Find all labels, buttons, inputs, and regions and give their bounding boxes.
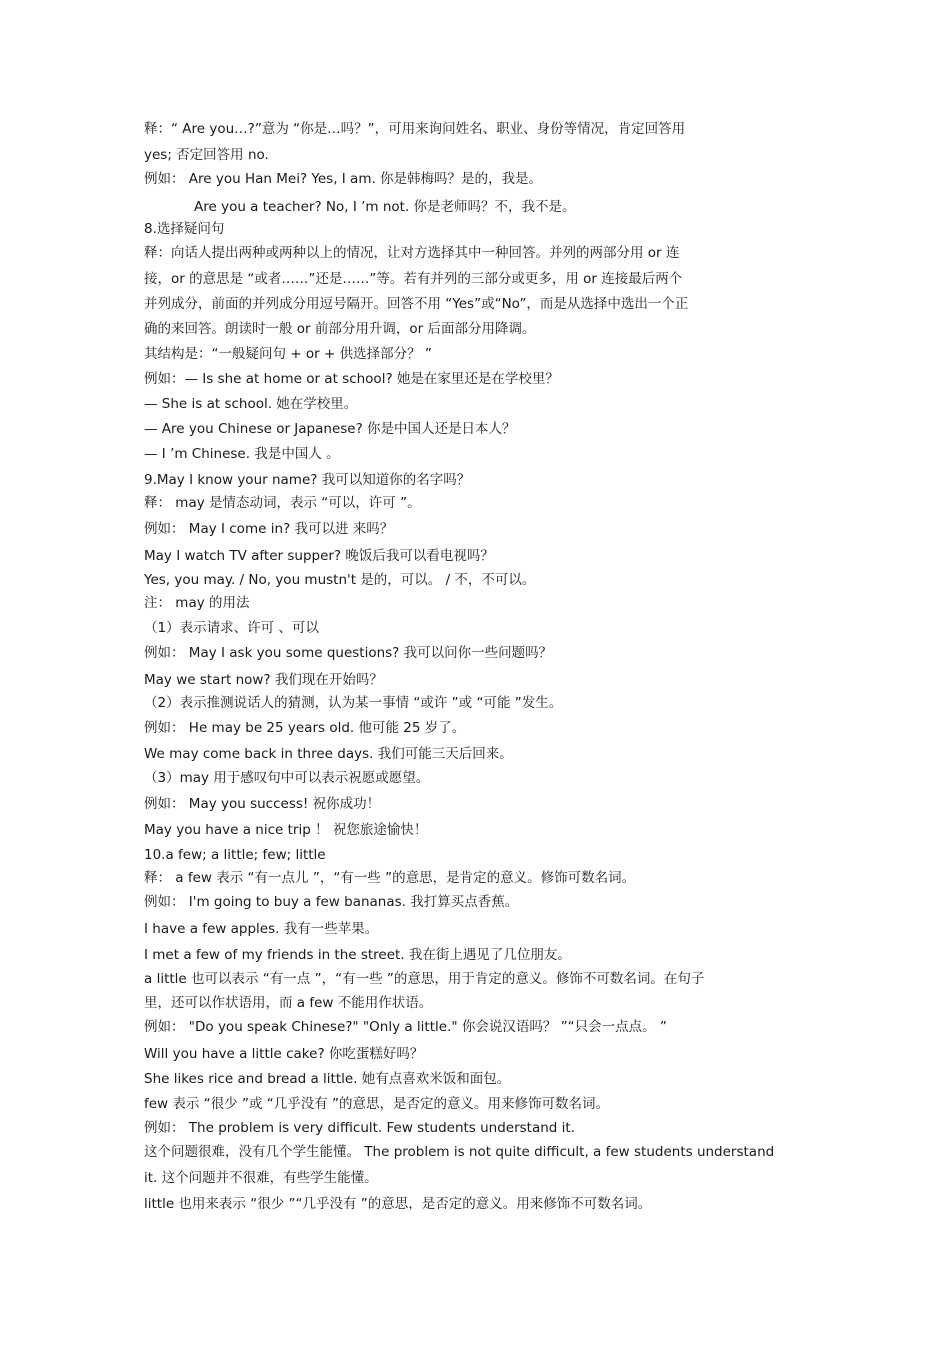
- text-line: 例如： "Do you speak Chinese?" "Only a little." 你会说汉语吗？ ”“只会一点点。 ”: [144, 1019, 667, 1035]
- text-line: She likes rice and bread a little. 她有点喜欢米饭和面包。: [144, 1071, 511, 1087]
- text-line: I have a few apples. 我有一些苹果。: [144, 921, 379, 937]
- section-heading: 8.选择疑问句: [144, 221, 225, 237]
- text-line: May you have a nice trip ！ 祝您旅途愉快！: [144, 822, 428, 838]
- text-line: We may come back in three days. 我们可能三天后回来。: [144, 746, 513, 762]
- text-line: yes; 否定回答用 no.: [144, 147, 269, 163]
- text-line: （3）may 用于感叹句中可以表示祝愿或愿望。: [144, 770, 430, 786]
- text-line: 注： may 的用法: [144, 595, 250, 611]
- text-line: 例如： May I ask you some questions? 我可以问你一些问题吗？: [144, 645, 553, 661]
- text-line: 例如： Are you Han Mei? Yes, I am. 你是韩梅吗？是的，我是。: [144, 171, 543, 187]
- text-line: — Are you Chinese or Japanese? 你是中国人还是日本人？: [144, 421, 516, 437]
- text-line: Will you have a little cake? 你吃蛋糕好吗？: [144, 1046, 424, 1062]
- section-heading: 10.a few; a little; few; little: [144, 847, 326, 863]
- text-line: 并列成分，前面的并列成分用逗号隔开。回答不用 “Yes”或“No”，而是从选择中选出一个正: [144, 296, 689, 312]
- text-line: few 表示 “很少 ”或 “几乎没有 ”的意思，是否定的意义。用来修饰可数名词。: [144, 1096, 610, 1112]
- text-line: （2）表示推测说话人的猜测，认为某一事情 “或许 ”或 “可能 ”发生。: [144, 695, 563, 711]
- text-line: May we start now? 我们现在开始吗？: [144, 672, 383, 688]
- text-line: 例如： The problem is very difficult. Few students understand it.: [144, 1120, 576, 1136]
- section-heading: 9.May I know your name? 我可以知道你的名字吗？: [144, 472, 471, 488]
- text-line: a little 也可以表示 “有一点 ”，“有一些 ”的意思，用于肯定的意义。修饰不可数名词。在句子: [144, 971, 705, 987]
- text-line: — She is at school. 她在学校里。: [144, 396, 358, 412]
- text-line: 释： a few 表示 “有一点儿 ”，“有一些 ”的意思，是肯定的意义。修饰可数名词。: [144, 870, 636, 886]
- text-line: 确的来回答。朗读时一般 or 前部分用升调，or 后面部分用降调。: [144, 321, 536, 337]
- text-line: little 也用来表示 “很少 ”“几乎没有 ”的意思，是否定的意义。用来修饰不可数名词。: [144, 1196, 652, 1212]
- text-line: （1）表示请求、许可 、可以: [144, 620, 319, 636]
- text-line: I met a few of my friends in the street. 我在街上遇见了几位朋友。: [144, 947, 571, 963]
- text-line: it. 这个问题并不很难，有些学生能懂。: [144, 1170, 378, 1186]
- text-line: 例如： May I come in? 我可以进 来吗？: [144, 521, 394, 537]
- text-line: 例如：— Is she at home or at school? 她是在家里还是在学校里？: [144, 371, 559, 387]
- text-line: 例如： May you success! 祝你成功！: [144, 796, 381, 812]
- text-line: 释：向话人提出两种或两种以上的情况，让对方选择其中一种回答。并列的两部分用 or 连: [144, 245, 680, 261]
- text-line: 释： may 是情态动词，表示 “可以，许可 ”。: [144, 495, 421, 511]
- text-line: 例如： He may be 25 years old. 他可能 25 岁了。: [144, 720, 466, 736]
- text-line: 例如： I'm going to buy a few bananas. 我打算买点香蕉。: [144, 894, 519, 910]
- text-line: May I watch TV after supper? 晚饭后我可以看电视吗？: [144, 548, 494, 564]
- text-line: 里，还可以作状语用，而 a few 不能用作状语。: [144, 995, 433, 1011]
- text-line: 这个问题很难，没有几个学生能懂。 The problem is not quite difficult, a few students understand: [144, 1144, 775, 1160]
- text-line: 其结构是：“一般疑问句 + or + 供选择部分？ ”: [144, 346, 432, 362]
- text-line: 接，or 的意思是 “或者……”还是……”等。若有并列的三部分或更多，用 or 连接最后两个: [144, 271, 683, 287]
- text-line: Yes, you may. / No, you mustn't 是的，可以。 / 不，不可以。: [144, 572, 536, 588]
- text-line: 释：“ Are you…?”意为 “你是…吗？”，可用来询问姓名、职业、身份等情况，肯定回答用: [144, 121, 686, 137]
- text-line: Are you a teacher? No, I ’m not. 你是老师吗？不，我不是。: [194, 199, 576, 215]
- text-line: — I ’m Chinese. 我是中国人 。: [144, 446, 340, 462]
